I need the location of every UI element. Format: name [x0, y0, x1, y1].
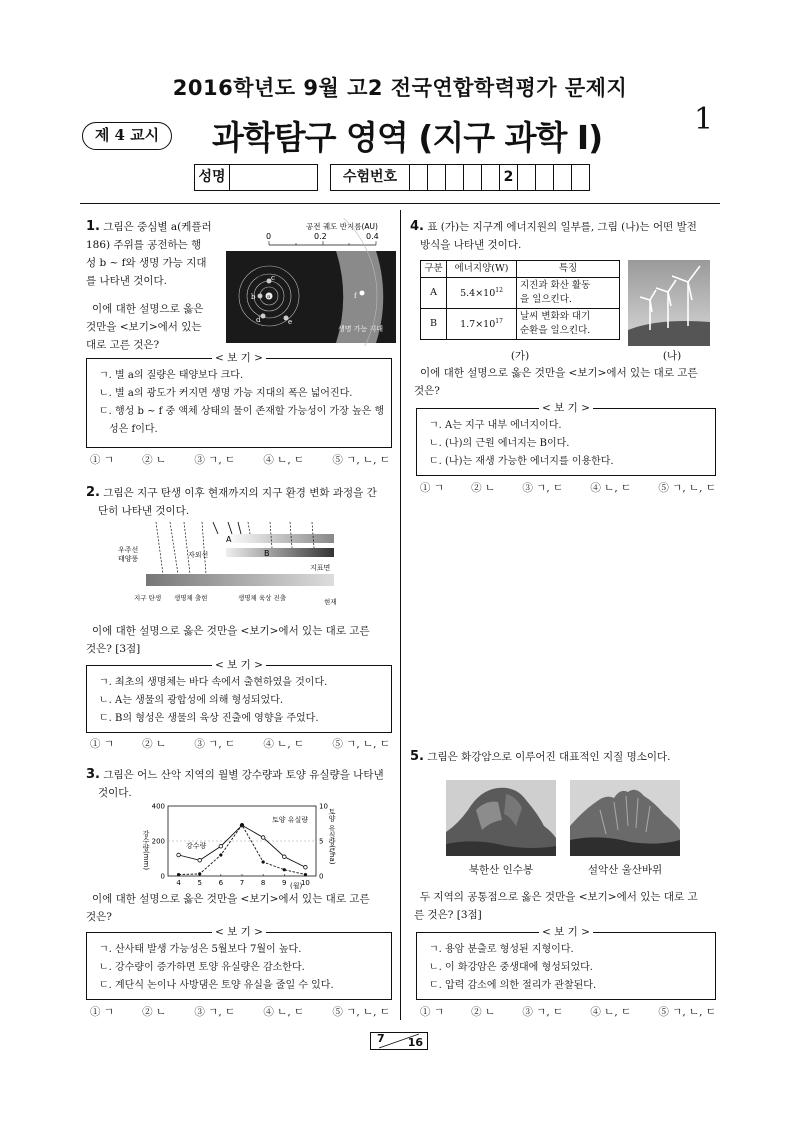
question-text: 것은? — [414, 385, 440, 397]
name-label: 성명 — [194, 164, 230, 191]
data-point — [282, 855, 286, 859]
tick-label: 0.2 — [314, 232, 327, 241]
exam-title: 2016학년도 9월 고2 전국연합학력평가 문제지 — [172, 76, 628, 100]
choice-1[interactable]: ① ㄱ — [90, 738, 114, 750]
total-pages: 16 — [407, 1036, 423, 1049]
question-text: 그림은 지구 탄생 이후 현재까지의 지구 환경 변화 과정을 간 — [103, 487, 377, 499]
insubong-photo — [446, 780, 556, 856]
page-indicator — [370, 1032, 428, 1050]
answer-choices-q5 — [420, 1004, 716, 1019]
question-text: 방식을 나타낸 것이다. — [420, 239, 522, 251]
choice-2[interactable]: ② ㄴ — [142, 738, 167, 750]
choice-3[interactable]: ③ ㄱ, ㄷ — [194, 1006, 236, 1018]
question-text: 른 것은? [3점] — [414, 909, 482, 921]
question-text: 것이다. — [98, 787, 132, 799]
bogi-item: ㄱ. 용암 분출로 형성된 지형이다. — [429, 944, 574, 955]
bogi-item: ㄷ. (나)는 재생 가능한 에너지를 이용한다. — [429, 456, 614, 467]
x-tick-label: 8 — [260, 879, 266, 887]
rainfall-soil-loss-chart — [134, 800, 344, 892]
planet-f — [360, 291, 365, 296]
question-text: 것은? — [86, 911, 112, 923]
bogi-item: ㄷ. 계단식 논이나 사방댐은 토양 유실을 줄일 수 있다. — [99, 980, 334, 991]
layer-a — [226, 534, 334, 543]
data-point — [304, 865, 308, 869]
earth-environment-figure — [118, 520, 348, 612]
choice-1[interactable]: ① ㄱ — [420, 482, 444, 494]
uv-label: 자외선 — [188, 551, 209, 559]
table-row — [421, 278, 620, 309]
question-number: 1. — [86, 219, 100, 234]
bogi-box-q1 — [86, 352, 392, 448]
question-text: 이에 대한 설명으로 옳은 — [92, 303, 204, 315]
x-tick-label: 6 — [218, 879, 224, 887]
bogi-title: < 보 기 > — [212, 926, 266, 938]
x-tick-label: 7 — [239, 879, 245, 887]
name-field[interactable] — [230, 164, 318, 191]
question-text: 이에 대한 설명으로 옳은 것만을 <보기>에서 있는 대로 고른 — [92, 893, 370, 905]
bogi-item: ㄱ. A는 지구 내부 에너지이다. — [429, 420, 562, 431]
table-header: 특징 — [517, 261, 620, 278]
timeline-now: 현재 — [324, 598, 337, 606]
y-tick-label: 200 — [151, 837, 165, 846]
question-text: 대로 고른 것은? — [86, 339, 160, 351]
table-cell: 날씨 변화와 대기 순환을 일으킨다. — [517, 309, 620, 340]
timeline-land: 생명체 육상 진출 — [238, 594, 287, 602]
choice-4[interactable]: ④ ㄴ, ㄷ — [263, 454, 305, 466]
y-tick-label: 0 — [160, 872, 165, 881]
page-number: 1 — [694, 102, 714, 137]
data-point — [177, 853, 181, 857]
question-5-prompt — [414, 888, 720, 924]
caption-na: (나) — [662, 350, 682, 362]
timeline-life: 생명체 출현 — [174, 594, 208, 602]
choice-2[interactable]: ② ㄴ — [471, 482, 496, 494]
choice-5[interactable]: ⑤ ㄱ, ㄴ, ㄷ — [658, 1006, 716, 1018]
question-text: 186) 주위를 공전하는 행 — [86, 239, 202, 251]
x-tick-label: 9 — [282, 879, 287, 887]
session-badge: 제 4 교시 — [82, 122, 172, 150]
series-label-soil: 토양 유실량 — [272, 816, 309, 824]
bogi-item: ㄱ. 최초의 생명체는 바다 속에서 출현하였을 것이다. — [99, 677, 328, 688]
question-text: 표 (가)는 지구계 에너지원의 일부를, 그림 (나)는 어떤 발전 — [427, 221, 697, 233]
question-3-prompt — [86, 890, 392, 926]
label-a: A — [226, 535, 232, 544]
question-text: 것은? [3점] — [86, 643, 141, 655]
exam-number-box: 2 — [500, 164, 518, 191]
data-point — [219, 844, 223, 848]
question-text: 를 나타낸 것이다. — [86, 275, 168, 287]
planet-label: e — [288, 318, 293, 326]
exam-number-box[interactable] — [572, 164, 590, 191]
bogi-title: < 보 기 > — [212, 352, 266, 364]
choice-4[interactable]: ④ ㄴ, ㄷ — [263, 738, 305, 750]
exam-number-box[interactable] — [482, 164, 500, 191]
y-axis-right-label: 토양 유실량(t/ha) — [328, 808, 336, 865]
bogi-box-q5 — [416, 926, 716, 1000]
bogi-title: < 보 기 > — [212, 659, 266, 671]
exam-number-box[interactable] — [536, 164, 554, 191]
data-point — [198, 872, 201, 875]
bogi-title: < 보 기 > — [539, 402, 593, 414]
header-divider — [80, 203, 720, 204]
bogi-item: ㄷ. B의 형성은 생물의 육상 진출에 영향을 주었다. — [99, 713, 319, 724]
data-point — [262, 860, 265, 863]
choice-3[interactable]: ③ ㄱ, ㄷ — [194, 454, 236, 466]
bogi-item: ㄴ. 이 화강암은 중생대에 형성되었다. — [429, 962, 593, 973]
table-cell: 지진과 화산 활동 을 일으킨다. — [517, 278, 620, 309]
cosmic-ray-label: 우주선 — [118, 546, 139, 554]
choice-3[interactable]: ③ ㄱ, ㄷ — [522, 482, 564, 494]
x-tick-label: 10 — [300, 879, 310, 887]
data-point — [198, 858, 202, 862]
choice-4[interactable]: ④ ㄴ, ㄷ — [590, 1006, 632, 1018]
axis-label: 공전 궤도 반지름(AU) — [306, 222, 378, 231]
caption-ga: (가) — [510, 350, 530, 362]
bogi-item: ㄴ. (나)의 근원 에너지는 B이다. — [429, 438, 570, 449]
bogi-item: ㄱ. 별 a의 질량은 태양보다 크다. — [99, 370, 244, 381]
planet-b — [258, 294, 263, 299]
question-3-stem — [86, 766, 392, 802]
question-5-stem — [410, 748, 720, 766]
choice-2[interactable]: ② ㄴ — [142, 454, 167, 466]
question-text: 그림은 화강암으로 이루어진 대표적인 지질 명소이다. — [427, 751, 671, 763]
question-text: 그림은 중심별 a(케플러 — [103, 221, 212, 233]
choice-5[interactable]: ⑤ ㄱ, ㄴ, ㄷ — [658, 482, 716, 494]
question-number: 2. — [86, 485, 100, 500]
planet-label: c — [271, 274, 275, 282]
choice-3[interactable]: ③ ㄱ, ㄷ — [522, 1006, 564, 1018]
question-text: 이에 대한 설명으로 옳은 것만을 <보기>에서 있는 대로 고른 — [420, 367, 698, 379]
answer-choices-q2 — [90, 736, 390, 751]
zone-label: 생명 가능 지대 — [338, 325, 384, 333]
choice-1[interactable]: ① ㄱ — [90, 1006, 114, 1018]
surface-label: 지표면 — [310, 564, 331, 572]
series-label-rain: 강수량 — [186, 842, 207, 850]
table-header: 에너지양(W) — [447, 261, 517, 278]
exam-number-box[interactable] — [446, 164, 464, 191]
x-tick-label: 5 — [197, 879, 202, 887]
y-right-tick-label: 10 — [319, 802, 328, 811]
bogi-box-q3 — [86, 926, 392, 1000]
x-axis-label: (월) — [290, 882, 303, 890]
question-text: 이에 대한 설명으로 옳은 것만을 <보기>에서 있는 대로 고른 — [92, 625, 370, 637]
y-axis-label: 강수량(mm) — [142, 830, 150, 871]
exam-number-box[interactable] — [428, 164, 446, 191]
timeline-birth: 지구 탄생 — [134, 594, 162, 602]
question-number: 5. — [410, 749, 424, 764]
bogi-box-q2 — [86, 659, 392, 733]
question-text: 그림은 어느 산악 지역의 월별 강수량과 토양 유실량을 나타낸 — [103, 769, 384, 781]
wind-turbine-photo — [628, 260, 710, 346]
choice-3[interactable]: ③ ㄱ, ㄷ — [194, 738, 236, 750]
bogi-item: ㄷ. 압력 감소에 의한 절리가 관찰된다. — [429, 980, 597, 991]
question-2-stem — [86, 484, 392, 520]
question-text: 것만을 <보기>에서 있는 — [86, 321, 202, 333]
table-header: 구분 — [421, 261, 447, 278]
choice-5[interactable]: ⑤ ㄱ, ㄴ, ㄷ — [332, 1006, 390, 1018]
question-text: 단히 나타낸 것이다. — [98, 505, 190, 517]
data-point — [304, 873, 307, 876]
answer-choices-q4 — [420, 480, 716, 495]
choice-2[interactable]: ② ㄴ — [142, 1006, 167, 1018]
x-tick-label: 4 — [176, 879, 181, 887]
choice-5[interactable]: ⑤ ㄱ, ㄴ, ㄷ — [332, 738, 390, 750]
planet-label: b — [251, 293, 256, 301]
bogi-item: ㄷ. 행성 b ~ f 중 액체 상태의 물이 존재할 가능성이 가장 높은 행성은 f이다. — [99, 406, 385, 435]
tick-label: 0.4 — [366, 232, 379, 241]
habitable-zone-figure — [226, 218, 396, 346]
column-divider — [400, 210, 401, 1020]
answer-choices-q3 — [90, 1004, 390, 1019]
ulsanbawi-photo — [570, 780, 680, 856]
question-1-stem — [86, 218, 226, 354]
energy-table — [420, 260, 620, 340]
question-4-prompt — [414, 364, 720, 400]
exam-number-label: 수험번호 — [330, 164, 410, 191]
exam-number-box[interactable] — [554, 164, 572, 191]
current-page: 7 — [377, 1032, 385, 1045]
data-point — [261, 836, 265, 840]
planet-label: d — [256, 316, 261, 324]
surface-bar — [146, 574, 334, 586]
y-right-tick-label: 0 — [319, 872, 324, 881]
question-number: 3. — [86, 767, 100, 782]
question-text: 성 b ~ f와 생명 가능 지대 — [86, 257, 207, 269]
planet-d — [261, 314, 266, 319]
choice-4[interactable]: ④ ㄴ, ㄷ — [590, 482, 632, 494]
choice-4[interactable]: ④ ㄴ, ㄷ — [263, 1006, 305, 1018]
solar-wind-label: 태양풍 — [118, 555, 139, 563]
y-right-tick-label: 5 — [319, 837, 324, 846]
question-4-stem — [410, 218, 720, 254]
tick-label: 0 — [266, 232, 272, 241]
table-cell: $5.4\times 10^{12}$ — [447, 278, 517, 309]
exam-number-box[interactable] — [464, 164, 482, 191]
table-row — [421, 309, 620, 340]
answer-choices-q1 — [90, 452, 390, 467]
table-cell: A — [421, 278, 447, 309]
choice-2[interactable]: ② ㄴ — [471, 1006, 496, 1018]
data-point — [283, 868, 286, 871]
data-point — [219, 853, 222, 856]
exam-number-box[interactable] — [518, 164, 536, 191]
planet-label: a — [267, 294, 271, 300]
bogi-item: ㄴ. 강수량이 증가하면 토양 유실량은 감소한다. — [99, 962, 305, 973]
bogi-item: ㄴ. 별 a의 광도가 커지면 생명 가능 지대의 폭은 넓어진다. — [99, 388, 353, 399]
caption-insubong: 북한산 인수봉 — [468, 864, 534, 876]
choice-1[interactable]: ① ㄱ — [90, 454, 114, 466]
bogi-item: ㄱ. 산사태 발생 가능성은 5월보다 7월이 높다. — [99, 944, 302, 955]
subject-title: 과학탐구 영역 (지구 과학 Ⅰ) — [212, 118, 603, 157]
caption-ulsanbawi: 설악산 울산바위 — [587, 864, 663, 876]
data-point — [240, 823, 243, 826]
data-point — [177, 873, 180, 876]
table-cell: $1.7\times 10^{17}$ — [447, 309, 517, 340]
table-cell: B — [421, 309, 447, 340]
exam-number-box[interactable] — [410, 164, 428, 191]
question-text: 두 지역의 공통점으로 옳은 것만을 <보기>에서 있는 대로 고 — [420, 891, 698, 903]
bogi-title: < 보 기 > — [539, 926, 593, 938]
question-number: 4. — [410, 219, 424, 234]
question-2-prompt — [86, 622, 392, 658]
bogi-box-q4 — [416, 402, 716, 476]
student-id-row — [194, 164, 590, 191]
bogi-item: ㄴ. A는 생물의 광합성에 의해 형성되었다. — [99, 695, 284, 706]
layer-b — [226, 548, 334, 557]
label-b: B — [264, 549, 270, 558]
choice-5[interactable]: ⑤ ㄱ, ㄴ, ㄷ — [332, 454, 390, 466]
planet-label: f — [354, 292, 357, 300]
y-tick-label: 400 — [151, 802, 165, 811]
choice-1[interactable]: ① ㄱ — [420, 1006, 444, 1018]
